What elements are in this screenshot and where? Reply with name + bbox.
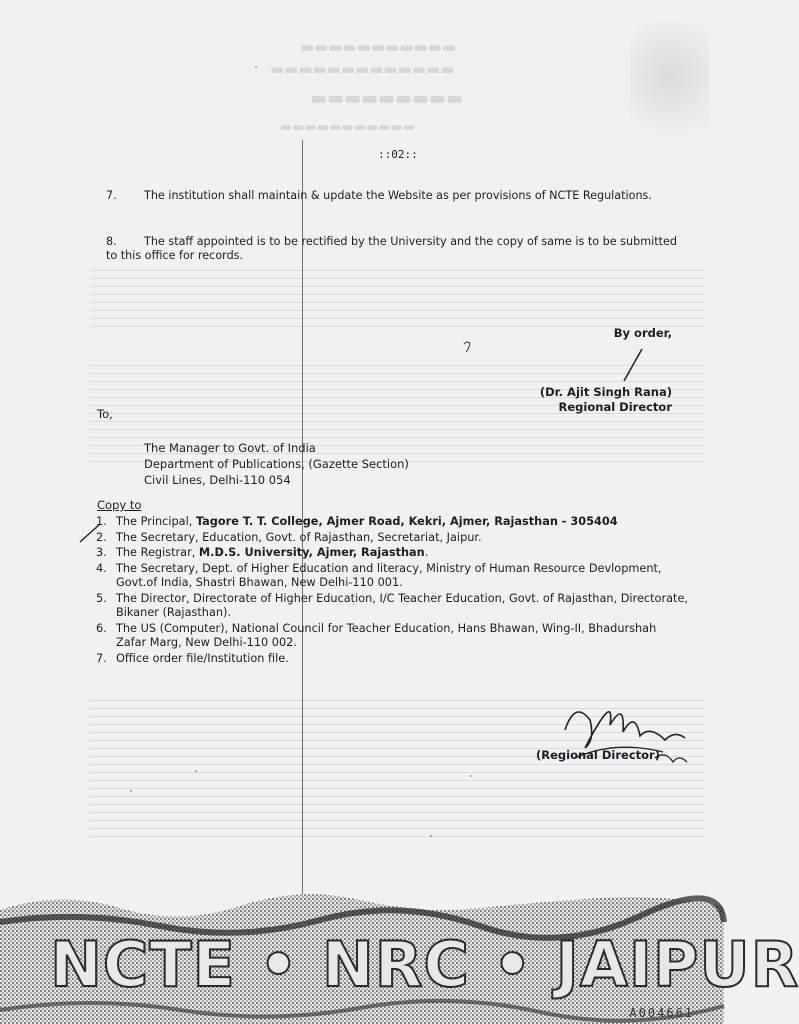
page-number: ::02:: (378, 148, 418, 161)
signatory-block (540, 385, 672, 415)
copy-to-item-bold: M.D.S. University, Ajmer, Rajasthan (198, 546, 425, 559)
signatory-designation: Regional Director (558, 400, 672, 414)
closing-designation: (Regional Director) (536, 748, 660, 762)
copy-to-item-number: 3. (96, 546, 107, 559)
copy-to-item-prefix: The Director, Directorate of Higher Education, I/C Teacher Education, Govt. of Rajasthan, Directorate, Bikaner (Rajasthan). (116, 591, 688, 619)
copy-to-item-number: 5. (96, 591, 107, 605)
copy-to-item-text (116, 592, 688, 621)
paragraph-7 (106, 189, 684, 203)
copy-to-item-text (116, 562, 688, 591)
copy-to-item-prefix: The Secretary, Dept. of Higher Education and literacy, Ministry of Human Resource Devlopment, Govt.of India, Shastri Bhawan, New Delhi-110 001. (116, 561, 662, 589)
copy-to-item (96, 592, 688, 621)
copy-to-item-prefix: The Principal, (116, 515, 196, 528)
paragraph-number: 7. (106, 189, 117, 202)
copy-to-item-bold: Tagore T. T. College, Ajmer Road, Kekri, Ajmer, Rajasthan - 305404 (195, 515, 618, 528)
copy-to-item-prefix: Office order file/Institution file. (116, 651, 289, 665)
copy-to-item-number: 6. (96, 621, 107, 635)
to-label: To, (97, 407, 113, 421)
copy-to-item-text (116, 546, 688, 561)
paragraph-number: 8. (106, 235, 117, 248)
initial-mark (612, 345, 652, 385)
copy-to-item (96, 622, 688, 651)
copy-to-list (96, 515, 688, 667)
address-line: The Manager to Govt. of India (144, 441, 316, 455)
paper-speck (470, 775, 472, 777)
paper-speck (130, 790, 132, 792)
copy-to-item-text (116, 531, 688, 546)
bleed-through-text: ▬▬▬▬▬▬▬▬▬▬▬▬▬ (270, 60, 455, 78)
address-line: Civil Lines, Delhi-110 054 (144, 473, 291, 487)
address-line: Department of Publications, (Gazette Section) (144, 457, 409, 471)
by-order: By order, (613, 326, 672, 340)
copy-to-item-prefix: The US (Computer), National Council for Teacher Education, Hans Bhawan, Wing-II, Bhadurshah Zafar Marg, New Delhi-110 002. (116, 621, 657, 649)
bleed-through-text: ▬▬▬▬▬▬▬▬▬▬▬ (280, 120, 416, 135)
signatory-name: (Dr. Ajit Singh Rana) (539, 385, 672, 399)
reference-number: A004661 (629, 1006, 694, 1020)
paper-speck (255, 66, 257, 68)
copy-to-item (96, 562, 688, 591)
addressee-block (144, 440, 409, 488)
copy-to-item-number: 4. (96, 561, 107, 575)
paragraph-text: The staff appointed is to be rectified by the University and the copy of same is to be submitted to this office for records. (106, 235, 677, 262)
paper-speck (430, 835, 432, 837)
bleed-through-text: ▬▬▬▬▬▬▬▬▬▬▬ (300, 38, 456, 56)
copy-to-item-number: 1. (96, 515, 107, 528)
copy-to-item-number: 2. (96, 530, 107, 544)
copy-to-item-suffix: . (424, 546, 429, 559)
copy-to-item-text (116, 652, 688, 667)
copy-to-item-text (116, 622, 688, 651)
bleed-through-lines (90, 270, 704, 334)
copy-to-item (96, 546, 688, 561)
copy-to-item (96, 531, 688, 546)
copy-to-item-number: 7. (96, 651, 107, 665)
footer-banner: NCTE • NRC • JAIPUR (50, 928, 799, 1001)
copy-to-heading: Copy to (97, 498, 142, 512)
paper-speck (195, 770, 197, 772)
copy-to-item (96, 515, 688, 530)
copy-to-item-text (116, 515, 688, 530)
handwritten-mark (462, 340, 474, 354)
paragraph-text: The institution shall maintain & update the Website as per provisions of NCTE Regulations. (144, 189, 652, 202)
bleed-through-text: ▬▬▬▬▬▬▬▬▬ (310, 88, 464, 109)
copy-to-item-prefix: The Secretary, Education, Govt. of Rajasthan, Secretariat, Jaipur. (116, 530, 482, 544)
paragraph-8 (106, 235, 684, 263)
copy-to-item (96, 652, 688, 667)
copy-to-item-prefix: The Registrar, (116, 546, 199, 559)
bleed-through-seal (630, 20, 710, 160)
